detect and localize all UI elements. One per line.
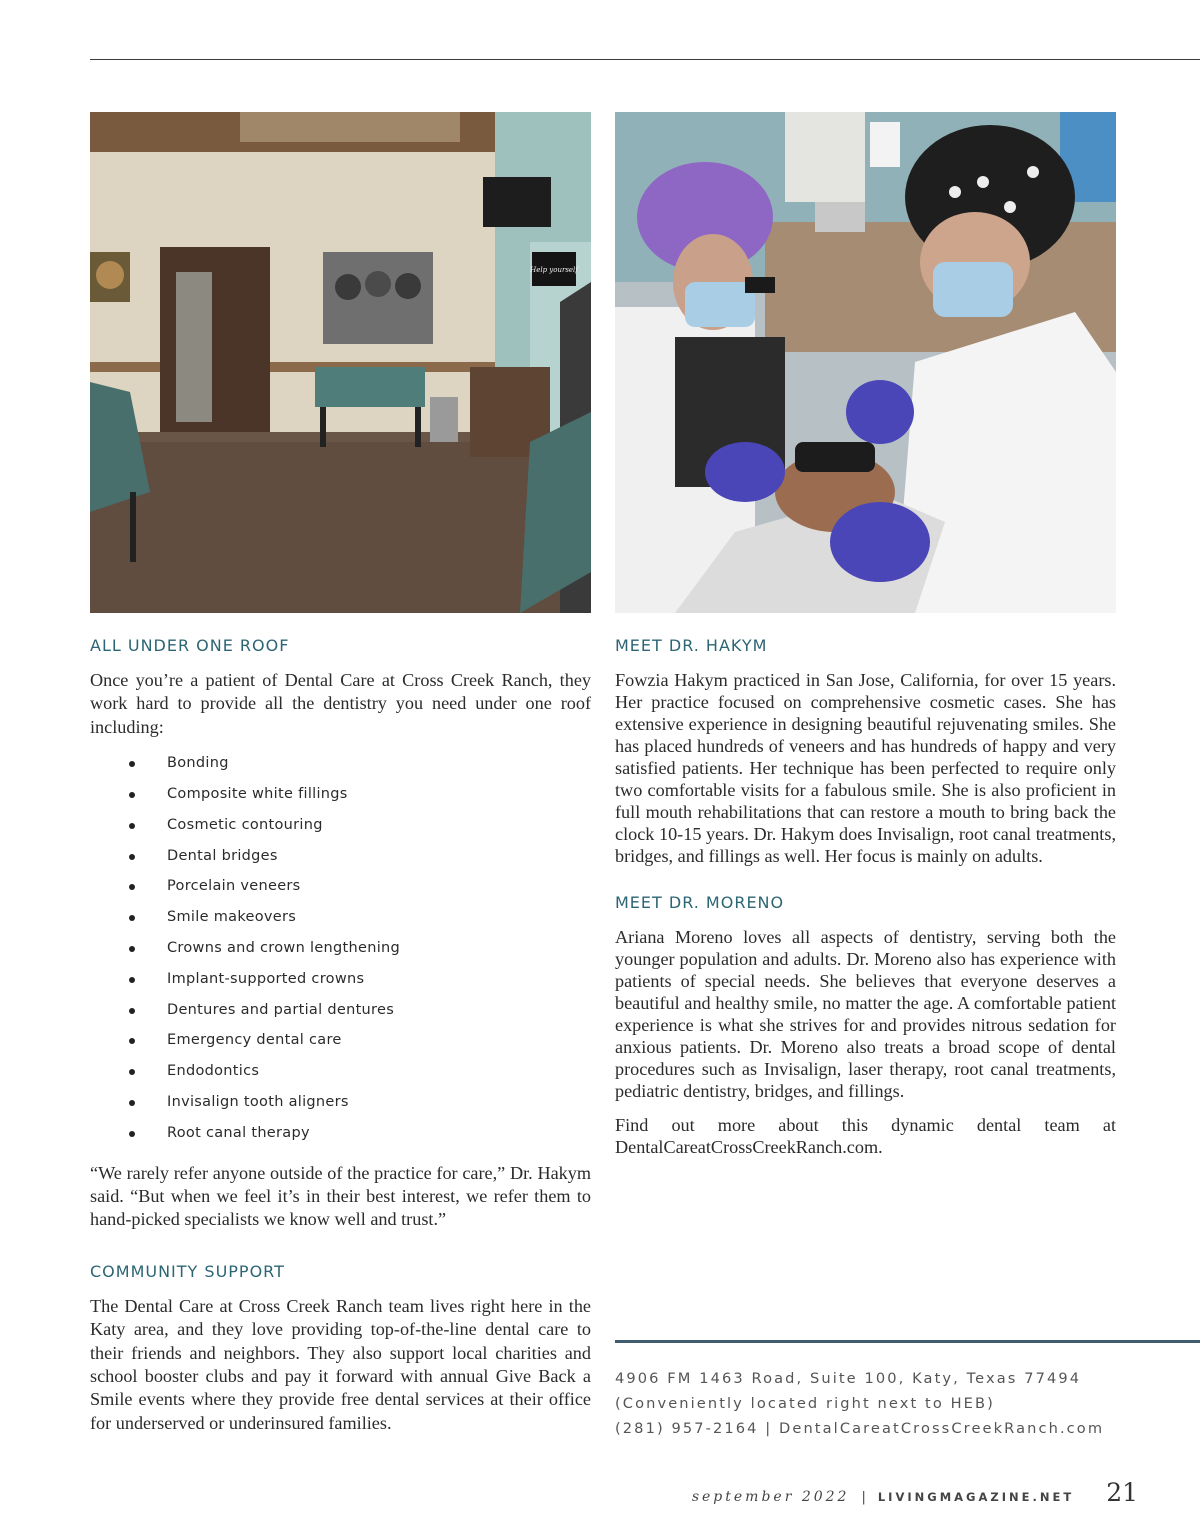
- section-heading-community-support: COMMUNITY SUPPORT: [90, 1261, 285, 1281]
- service-list-item: [90, 1090, 591, 1121]
- right-column: [615, 636, 1116, 1170]
- bullet-icon: [129, 977, 135, 983]
- bullet-icon: [129, 915, 135, 921]
- service-list-item: [90, 874, 591, 905]
- bullet-icon: [129, 1008, 135, 1014]
- dentists-treating-patient-photo: [615, 112, 1116, 613]
- footer-issue-date: september 2022: [691, 1489, 850, 1505]
- bullet-icon: [129, 884, 135, 890]
- service-label: Crowns and crown lengthening: [167, 940, 401, 956]
- footer-separator: |: [861, 1490, 866, 1505]
- service-label: Porcelain veneers: [167, 878, 301, 895]
- contact-block: [615, 1366, 1200, 1441]
- service-list-item: [90, 751, 591, 782]
- section-heading-meet-dr-moreno: MEET DR. MORENO: [615, 893, 785, 912]
- service-list-item: [90, 844, 591, 875]
- bullet-icon: [129, 792, 135, 798]
- service-label: Bonding: [167, 755, 229, 772]
- service-list-item: [90, 1121, 591, 1152]
- all-under-one-roof-intro: Once you’re a patient of Dental Care at Cross Creek Ranch, they work hard to provide all the dentistry you need under one roof including:: [90, 670, 591, 737]
- service-list-item: [90, 998, 591, 1029]
- service-label: Root canal therapy: [167, 1124, 310, 1141]
- service-list-item: [90, 1028, 591, 1059]
- service-list-item: [90, 813, 591, 844]
- service-list-item: [90, 967, 591, 998]
- service-label: Dentures and partial dentures: [167, 1001, 395, 1018]
- service-label: Invisalign tooth aligners: [167, 1093, 349, 1110]
- service-label: Dental bridges: [167, 847, 278, 864]
- left-column: [90, 636, 591, 1447]
- find-out-more-cta: Find out more about this dynamic dental team at DentalCareatCrossCreekRanch.com.: [615, 1115, 1116, 1157]
- contact-divider: [615, 1340, 1200, 1343]
- service-list-item: [90, 905, 591, 936]
- page-footer: [692, 1478, 1138, 1507]
- service-label: Smile makeovers: [167, 909, 297, 926]
- contact-location-note: (Conveniently located right next to HEB): [615, 1395, 995, 1412]
- service-label: Endodontics: [167, 1063, 260, 1080]
- service-label: Emergency dental care: [167, 1032, 342, 1049]
- bullet-icon: [129, 1131, 135, 1137]
- service-list-item: [90, 936, 591, 967]
- service-label: Composite white fillings: [167, 786, 348, 803]
- bullet-icon: [129, 1038, 135, 1044]
- bullet-icon: [129, 946, 135, 952]
- page-number: 21: [1106, 1478, 1138, 1507]
- bullet-icon: [129, 761, 135, 767]
- waiting-room-photo: [90, 112, 591, 613]
- service-label: Cosmetic contouring: [167, 816, 323, 833]
- top-divider: [90, 59, 1200, 60]
- referral-quote: “We rarely refer anyone outside of the practice for care,” Dr. Hakym said. “But when we feel it’s in their best interest, we refer them to hand-picked specialists we know well and trust.”: [90, 1162, 591, 1230]
- section-heading-all-under-one-roof: ALL UNDER ONE ROOF: [90, 636, 290, 655]
- meet-dr-hakym-body: Fowzia Hakym practiced in San Jose, California, for over 15 years. Her practice focused on comprehensive cosmetic cases. She has extensive experience in designing beautiful rejuvenating smiles. She has placed hundreds of veneers and has hundreds of happy and very satisfied patients. Her technique has been perfected to require only two comfortable visits for a fabulous smile. She is also proficient in full mouth rehabilitations that can restore a mouth to bring back the clock 10-15 years. Dr. Hakym does Invisalign, root canal treatments, bridges, and fillings as well. Her focus is mainly on adults.: [615, 670, 1116, 866]
- bullet-icon: [129, 1100, 135, 1106]
- footer-site-name: LIVINGMAGAZINE.NET: [877, 1490, 1075, 1504]
- contact-phone-website: (281) 957-2164 | DentalCareatCrossCreekRanch.com: [615, 1420, 1105, 1437]
- community-support-body: The Dental Care at Cross Creek Ranch team lives right here in the Katy area, and they love providing top-of-the-line dental care to their friends and neighbors. They also support local charities and school booster clubs and pay it forward with annual Give Back a Smile events where they provide free dental services at their office for underserved or underinsured families.: [90, 1295, 591, 1433]
- meet-dr-moreno-body: Ariana Moreno loves all aspects of dentistry, serving both the younger population and adults. Dr. Moreno also has experience with patients of special needs. She believes that everyone deserves a beautiful and healthy smile, no matter the age. A comfortable patient experience is what she strives for and provides nitrous sedation for anxious patients. Dr. Moreno also treats a broad scope of dental procedures such as Invisalign, laser therapy, root canal treatments, pediatric dentistry, bridges, and fillings.: [615, 927, 1116, 1101]
- service-list-item: [90, 1059, 591, 1090]
- bullet-icon: [129, 823, 135, 829]
- section-heading-meet-dr-hakym: MEET DR. HAKYM: [615, 636, 768, 655]
- bullet-icon: [129, 854, 135, 860]
- svg-text:Help yourself: Help yourself: [530, 266, 578, 274]
- service-label: Implant-supported crowns: [167, 970, 365, 987]
- services-list: [90, 751, 591, 1151]
- bullet-icon: [129, 1069, 135, 1075]
- contact-address: 4906 FM 1463 Road, Suite 100, Katy, Texas 77494: [615, 1370, 1082, 1387]
- service-list-item: [90, 782, 591, 813]
- help-yourself-sign: [529, 252, 579, 286]
